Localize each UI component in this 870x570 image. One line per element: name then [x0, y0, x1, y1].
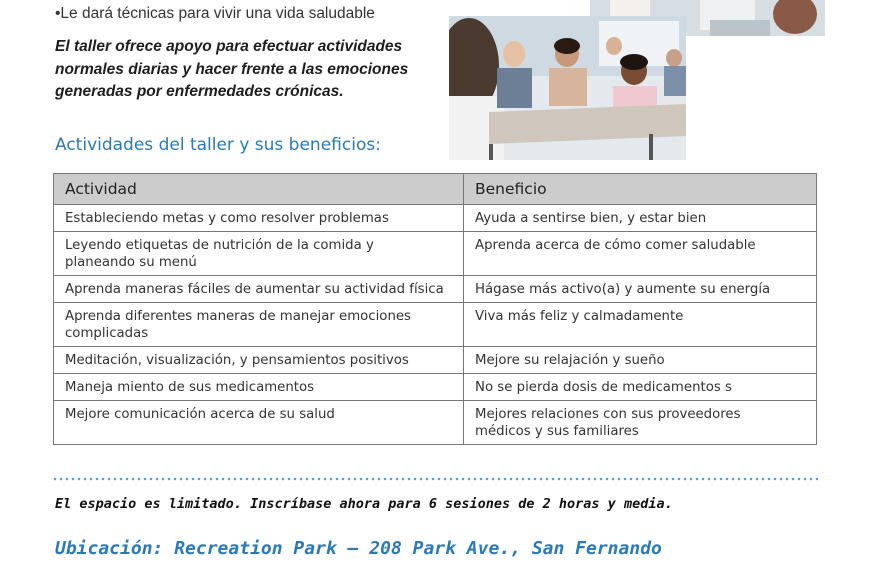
location-text: Ubicación: Recreation Park – 208 Park Ave., San Fernando [55, 538, 662, 559]
cell-line: Hágase más activo(a) y aumente su energía [475, 282, 771, 297]
table-row [54, 303, 817, 347]
header-activity: Actividad [54, 174, 464, 205]
activity-cell [54, 374, 464, 401]
cell-line: No se pierda dosis de medicamentos s [475, 380, 732, 395]
cell-line: planeando su menú [65, 255, 197, 270]
activity-cell [54, 303, 464, 347]
benefit-cell [464, 401, 817, 445]
cell-line: Aprenda diferentes maneras de manejar emociones [65, 309, 411, 324]
benefit-cell [464, 347, 817, 374]
dotted-divider [52, 477, 818, 481]
cell-line: Estableciendo metas y como resolver problemas [65, 211, 389, 226]
cell-line: Aprenda maneras fáciles de aumentar su actividad física [65, 282, 444, 297]
table-row [54, 276, 817, 303]
table-row [54, 374, 817, 401]
cell-line: Maneja miento de sus medicamentos [65, 380, 315, 395]
cell-line: Aprenda acerca de cómo comer saludable [475, 238, 756, 253]
cell-line: Mejores relaciones con sus proveedores [475, 407, 741, 422]
cell-line: Mejore su relajación y sueño [475, 353, 665, 368]
benefit-cell [464, 205, 817, 232]
intro-paragraph [55, 36, 455, 104]
cell-line: Viva más feliz y calmadamente [475, 309, 684, 324]
table-row [54, 232, 817, 276]
activity-cell [54, 205, 464, 232]
activity-cell [54, 401, 464, 445]
notice-text: El espacio es limitado. Inscríbase ahora para 6 sesiones de 2 horas y media. [55, 496, 673, 512]
cell-line: Mejore comunicación acerca de su salud [65, 407, 335, 422]
table-row [54, 401, 817, 445]
activities-table [53, 173, 817, 445]
activity-cell [54, 347, 464, 374]
cell-line: Meditación, visualización, y pensamientos positivos [65, 353, 409, 368]
classroom-photo [449, 16, 686, 160]
intro-line: El taller ofrece apoyo para efectuar actividades [55, 38, 403, 55]
benefit-cell [464, 303, 817, 347]
table-row [54, 205, 817, 232]
cell-line: médicos y sus familiares [475, 424, 639, 439]
table-header-row [54, 174, 817, 205]
activity-cell [54, 232, 464, 276]
cell-line: Leyendo etiquetas de nutrición de la comida y [65, 238, 374, 253]
benefit-cell [464, 232, 817, 276]
table-row [54, 347, 817, 374]
section-title: Actividades del taller y sus beneficios: [55, 135, 381, 155]
intro-line: generadas por enfermedades crónicas. [55, 83, 344, 100]
cell-line: Ayuda a sentirse bien, y estar bien [475, 211, 707, 226]
header-benefit: Beneficio [464, 174, 817, 205]
intro-line: normales diarias y hacer frente a las emociones [55, 60, 409, 78]
bullet-text: •Le dará técnicas para vivir una vida saludable [55, 5, 375, 22]
benefit-cell [464, 276, 817, 303]
benefit-cell [464, 374, 817, 401]
activity-cell [54, 276, 464, 303]
cell-line: complicadas [65, 326, 149, 341]
